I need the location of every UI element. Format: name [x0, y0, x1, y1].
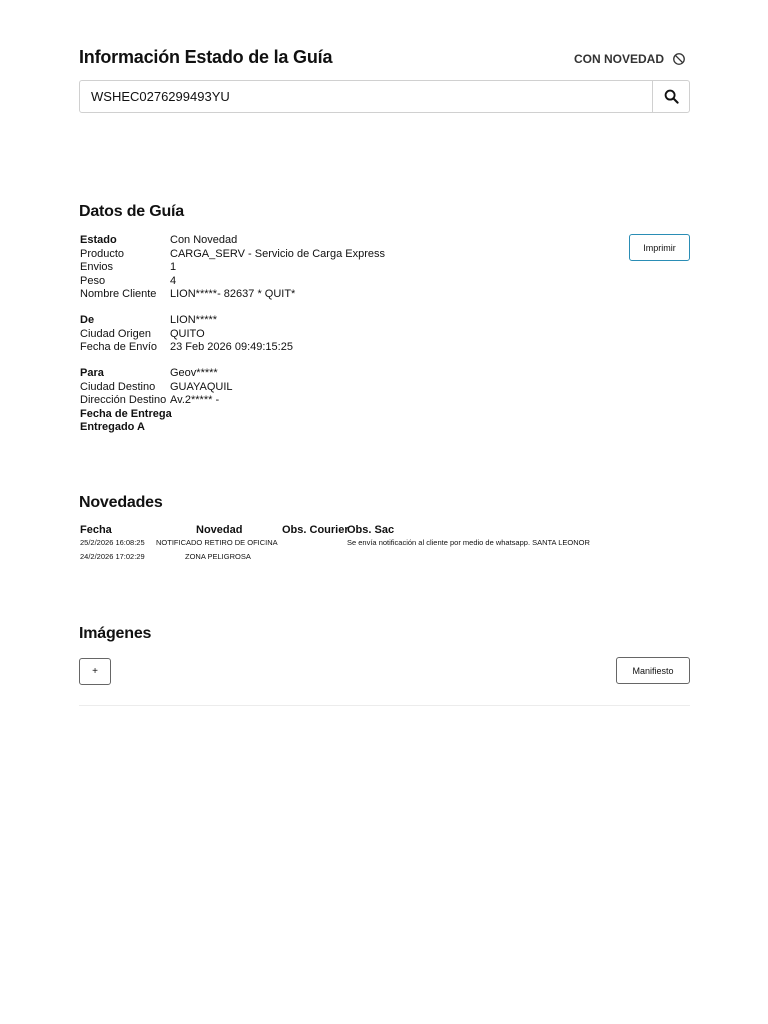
col-header-obs-courier: Obs. Courier — [282, 524, 349, 536]
info-value: Geov***** — [170, 367, 218, 379]
info-value: GUAYAQUIL — [170, 380, 233, 393]
cell-novedad: NOTIFICADO RETIRO DE OFICINA — [156, 538, 278, 547]
info-row — [80, 367, 233, 381]
info-row — [80, 234, 385, 248]
status-badge — [560, 50, 686, 68]
info-label: Entregado A — [80, 421, 145, 433]
info-value: QUITO — [170, 327, 205, 340]
destination-info-group — [80, 367, 233, 435]
info-label: Producto — [80, 247, 125, 260]
info-value: 1 — [170, 261, 177, 273]
info-value: Av.2***** - — [170, 394, 220, 406]
info-label: De — [80, 314, 95, 326]
manifest-button[interactable]: Manifiesto — [616, 657, 690, 684]
table-row — [80, 538, 640, 548]
imagenes-section-title: Imágenes — [79, 625, 152, 642]
info-label: Fecha de Entrega — [80, 407, 172, 420]
search-icon — [664, 89, 679, 104]
info-label: Ciudad Destino — [80, 380, 156, 393]
guide-search-input[interactable] — [80, 81, 652, 112]
cell-novedad: ZONA PELIGROSA — [185, 552, 251, 561]
info-label: Para — [80, 367, 104, 379]
cell-obs-sac: Se envía notificación al cliente por medio de whatsapp. SANTA LEONOR — [347, 538, 590, 547]
status-label: CON NOVEDAD — [573, 52, 664, 66]
datos-section-title: Datos de Guía — [79, 203, 184, 220]
info-row — [80, 261, 385, 275]
info-row — [80, 341, 293, 355]
info-row — [80, 288, 385, 302]
info-row — [80, 248, 385, 262]
cell-fecha: 24/2/2026 17:02:29 — [80, 552, 145, 561]
info-label: Peso — [80, 274, 106, 287]
info-value: LION***** — [170, 314, 218, 326]
info-value: CARGA_SERV - Servicio de Carga Express — [170, 247, 385, 260]
info-row — [80, 314, 293, 328]
info-value: Con Novedad — [170, 234, 238, 246]
table-row — [80, 552, 640, 562]
info-value: 23 Feb 2026 09:49:15:25 — [170, 341, 293, 353]
guide-search — [79, 80, 690, 113]
print-button[interactable]: Imprimir — [629, 234, 690, 261]
info-value: 4 — [170, 274, 177, 287]
col-header-obs-sac: Obs. Sac — [347, 524, 395, 536]
info-row — [80, 394, 233, 408]
info-row — [80, 328, 293, 342]
col-header-fecha: Fecha — [80, 524, 112, 536]
info-label: Envios — [80, 261, 114, 273]
col-header-novedad: Novedad — [196, 524, 243, 536]
divider — [79, 705, 690, 706]
search-button[interactable] — [652, 81, 689, 112]
info-row — [80, 408, 233, 422]
info-value: LION*****- 82637 * QUIT* — [170, 288, 296, 300]
origin-info-group — [80, 314, 293, 355]
info-label: Estado — [80, 234, 117, 246]
info-label: Nombre Cliente — [80, 288, 157, 300]
cell-fecha: 25/2/2026 16:08:25 — [80, 538, 145, 547]
add-image-button[interactable]: + — [79, 658, 111, 685]
novedades-section-title: Novedades — [79, 494, 163, 511]
info-label: Ciudad Origen — [80, 327, 151, 340]
info-row — [80, 421, 233, 435]
info-label: Fecha de Envío — [80, 341, 158, 353]
info-label: Dirección Destino — [80, 394, 167, 406]
info-row — [80, 381, 233, 395]
page-title: Información Estado de la Guía — [79, 47, 333, 67]
guide-info-group — [80, 234, 385, 302]
info-row — [80, 275, 385, 289]
ban-icon — [672, 52, 686, 66]
